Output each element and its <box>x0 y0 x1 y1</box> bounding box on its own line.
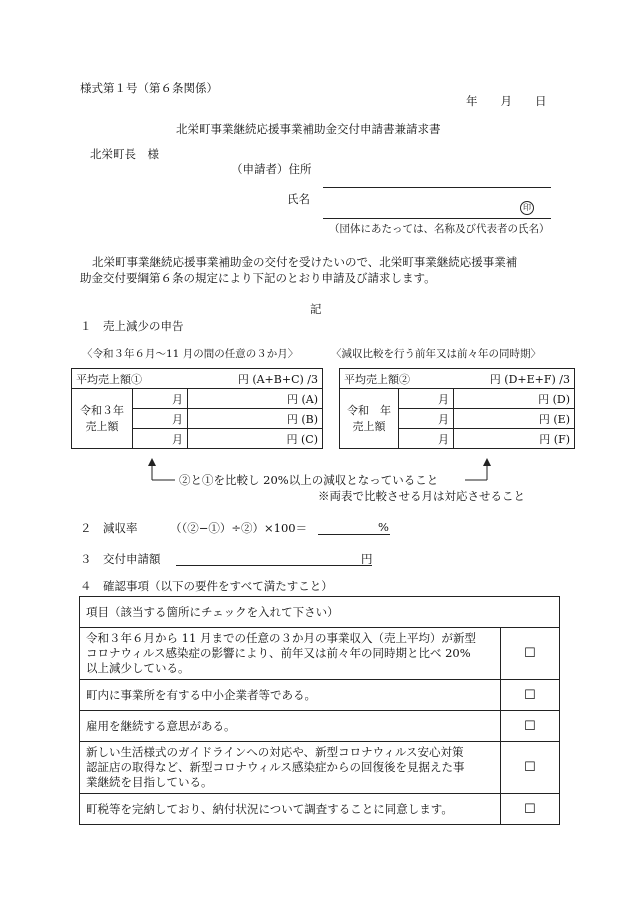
body-text-line-2: 助金交付要綱第６条の規定により下記のとおり申請及び請求します。 <box>80 271 436 285</box>
section-3-heading: ３ 交付申請額 <box>80 552 161 566</box>
row-label-left: 令和３年 売上額 <box>72 389 133 449</box>
reduction-formula: （（②−①）÷②）×100＝ <box>170 521 308 535</box>
percent-unit: % <box>378 520 389 534</box>
address-line[interactable] <box>323 187 551 188</box>
amount-cell-f[interactable]: 円 (F) <box>454 429 575 449</box>
amount-cell-d[interactable]: 円 (D) <box>454 389 575 409</box>
row-label-right: 令和 年 売上額 <box>340 389 399 449</box>
left-sales-table <box>71 368 323 449</box>
avg-formula-1: 円 (A+B+C) /3 <box>188 369 323 389</box>
avg-formula-2: 円 (D+E+F) /3 <box>454 369 575 389</box>
month-cell[interactable]: 月 <box>399 429 454 449</box>
avg-label-1: 平均売上額① <box>72 369 188 389</box>
confirmation-item-new-lifestyle: 新しい生活様式のガイドラインへの対応や、新型コロナウィルス安心対策 認証店の取得など、新型コロナウィルス感染症からの回復後を見据えた事 業継続を目指している。 <box>80 742 501 794</box>
name-line[interactable] <box>323 218 551 219</box>
month-cell[interactable]: 月 <box>133 409 188 429</box>
amount-cell-c[interactable]: 円 (C) <box>188 429 323 449</box>
month-cell[interactable]: 月 <box>133 429 188 449</box>
reduction-rate-field[interactable] <box>318 534 390 535</box>
address-label: （申請者）住所 <box>231 162 312 176</box>
right-table-caption: 〈減収比較を行う前年又は前々年の同時期〉 <box>331 348 541 360</box>
form-number: 様式第１号（第６条関係） <box>80 81 218 95</box>
applicant-note: （団体にあたっては、名称及び代表者の氏名） <box>329 223 550 235</box>
avg-label-2: 平均売上額② <box>340 369 454 389</box>
confirmation-item-employment: 雇用を継続する意思がある。 <box>80 711 501 742</box>
compare-note: ②と①を比較し 20%以上の減収となっていること <box>179 473 439 487</box>
document-title: 北栄町事業継続応援事業補助金交付申請書兼請求書 <box>176 122 441 136</box>
left-table-caption: 〈令和３年６月～11 月の間の任意の３か月〉 <box>82 348 299 360</box>
section-4-heading: ４ 確認事項（以下の要件をすべて満たすこと） <box>80 579 333 593</box>
section-2-heading: ２ 減収率 <box>80 521 138 535</box>
checkbox-tax-paid[interactable]: ☐ <box>501 794 560 825</box>
body-text-line-1: 北栄町事業継続応援事業補助金の交付を受けたいので、北栄町事業継続応援事業補 <box>92 255 518 269</box>
date-field[interactable]: 年 月 日 <box>466 94 547 108</box>
checkbox-sales-decrease[interactable]: ☐ <box>501 628 560 680</box>
amount-cell-b[interactable]: 円 (B) <box>188 409 323 429</box>
grant-amount-field[interactable] <box>176 565 372 566</box>
confirmation-table <box>79 596 560 825</box>
confirmation-item-office-in-town: 町内に事業所を有する中小企業者等である。 <box>80 680 501 711</box>
addressee: 北栄町長 様 <box>90 147 159 161</box>
checkbox-new-lifestyle[interactable]: ☐ <box>501 742 560 794</box>
amount-cell-e[interactable]: 円 (E) <box>454 409 575 429</box>
confirmation-item-tax-paid: 町税等を完納しており、納付状況について調査することに同意します。 <box>80 794 501 825</box>
yen-unit: 円 <box>361 552 373 566</box>
amount-cell-a[interactable]: 円 (A) <box>188 389 323 409</box>
name-label: 氏名 <box>287 192 310 206</box>
month-note: ※両表で比較させる月は対応させること <box>318 489 525 503</box>
month-cell[interactable]: 月 <box>399 409 454 429</box>
month-cell[interactable]: 月 <box>133 389 188 409</box>
seal-mark: 印 <box>520 201 534 215</box>
section-1-heading: １ 売上減少の申告 <box>80 319 184 333</box>
checkbox-employment[interactable]: ☐ <box>501 711 560 742</box>
month-cell[interactable]: 月 <box>399 389 454 409</box>
confirmation-table-header: 項目（該当する箇所にチェックを入れて下さい） <box>80 597 560 628</box>
checkbox-office-in-town[interactable]: ☐ <box>501 680 560 711</box>
confirmation-item-sales-decrease: 令和３年６月から 11 月までの任意の３か月の事業収入（売上平均）が新型 コロナウィルス感染症の影響により、前年又は前々年の同時期と比べ 20% 以上減少している。 <box>80 628 501 680</box>
ki-label: 記 <box>310 302 322 316</box>
right-sales-table <box>339 368 575 449</box>
